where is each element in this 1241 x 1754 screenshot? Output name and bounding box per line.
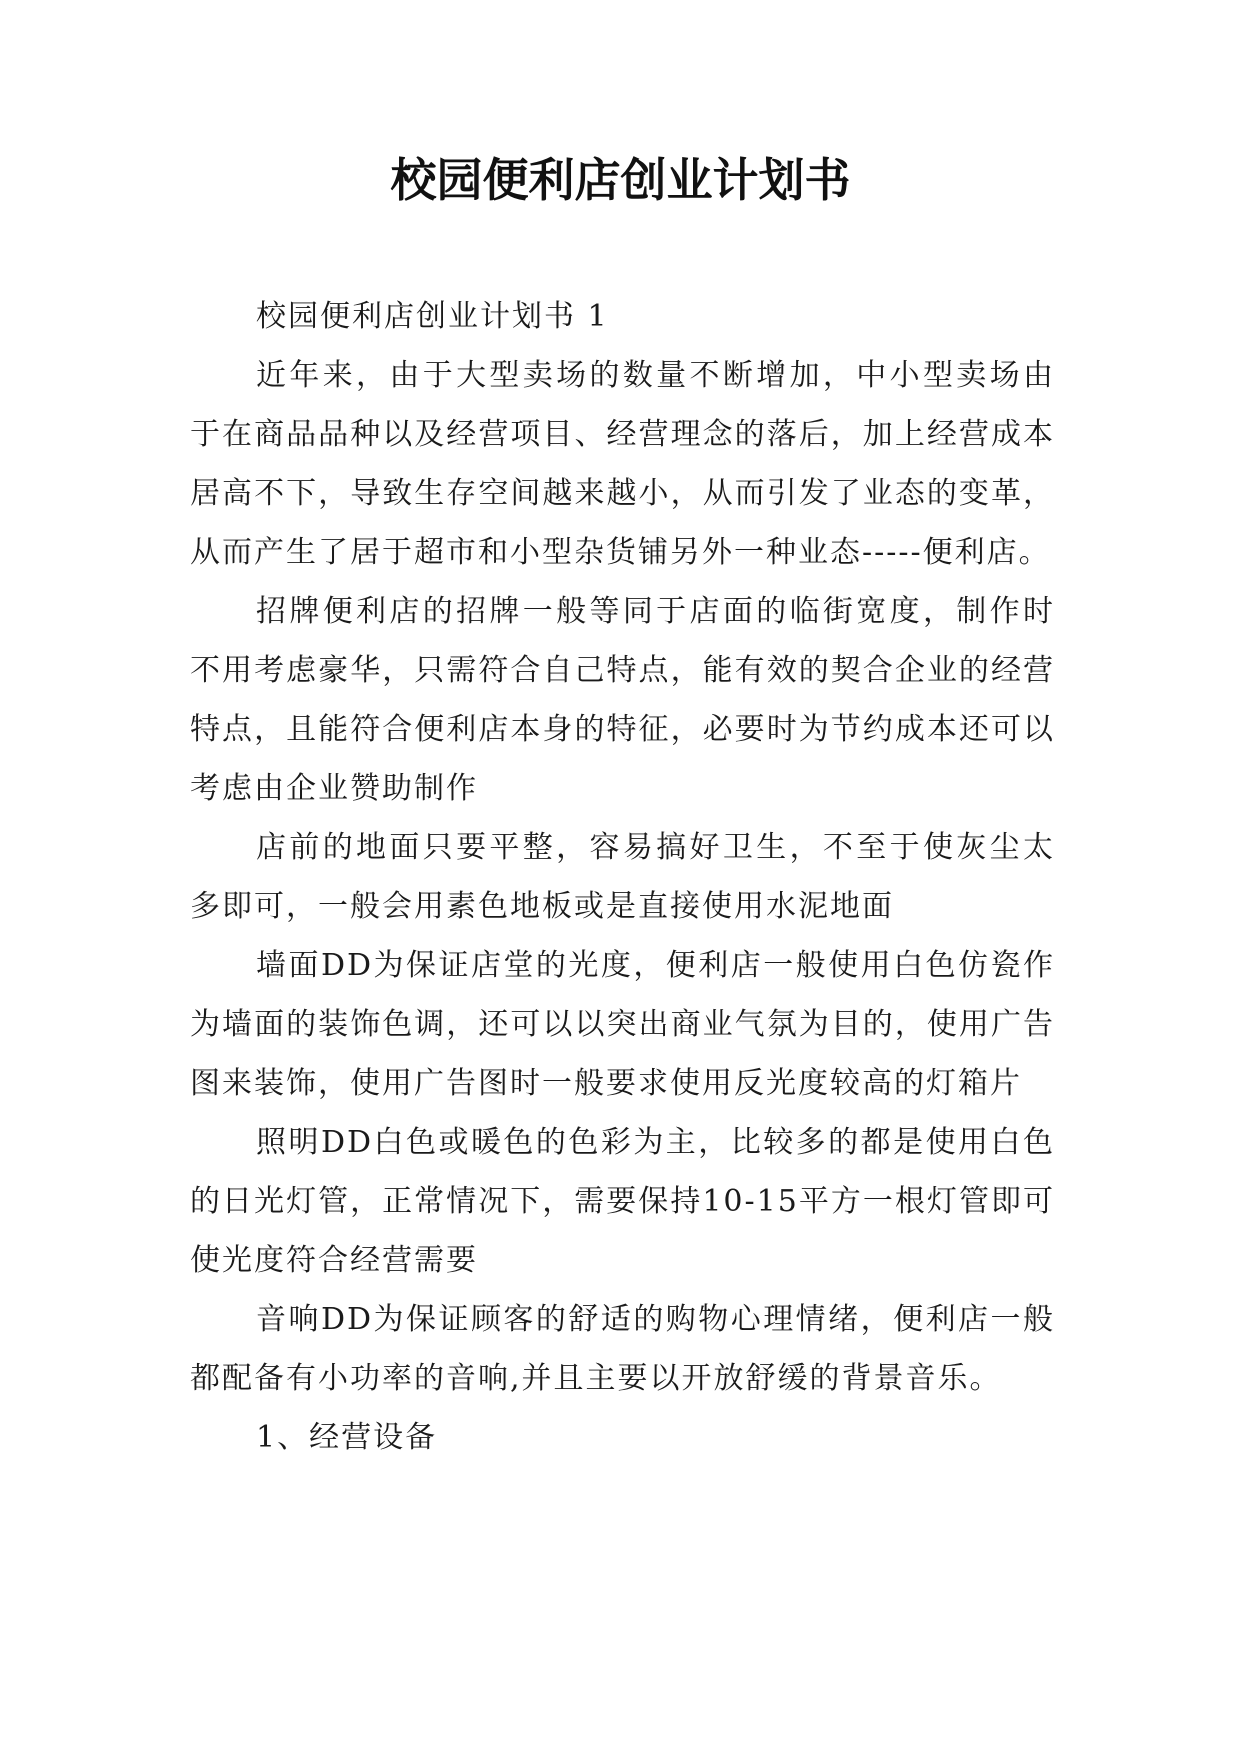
section-heading-equipment: 1、经营设备 [256,1420,438,1455]
paragraph-intro: 近年来，由于大型卖场的数量不断增加，中小型卖场由于在商品品种以及经营项目、经营理念的落后，加上经营成本居高不下，导致生存空间越来越小，从而引发了业态的变革，从而产生了居于超市和小型杂货铺另外一种业态-----便利店。 [190,358,1055,570]
paragraph-lighting: 照明DD白色或暖色的色彩为主，比较多的都是使用白色的日光灯管，正常情况下，需要保持10-15平方一根灯管即可使光度符合经营需要 [190,1125,1055,1278]
paragraph-floor: 店前的地面只要平整，容易搞好卫生，不至于使灰尘太多即可，一般会用素色地板或是直接使用水泥地面 [190,830,1055,924]
paragraph-audio: 音响DD为保证顾客的舒适的购物心理情绪，便利店一般都配备有小功率的音响,并且主要以开放舒缓的背景音乐。 [190,1302,1055,1396]
paragraph-signboard: 招牌便利店的招牌一般等同于店面的临街宽度，制作时不用考虑豪华，只需符合自己特点，能有效的契合企业的经营特点，且能符合便利店本身的特征，必要时为节约成本还可以考虑由企业赞助制作 [190,594,1055,806]
paragraph-subtitle: 校园便利店创业计划书 1 [256,299,609,334]
document-title: 校园便利店创业计划书 [390,153,851,207]
document-body [190,287,1055,1467]
paragraph-walls: 墙面DD为保证店堂的光度，便利店一般使用白色仿瓷作为墙面的装饰色调，还可以以突出商业气氛为目的，使用广告图来装饰，使用广告图时一般要求使用反光度较高的灯箱片 [190,948,1055,1101]
